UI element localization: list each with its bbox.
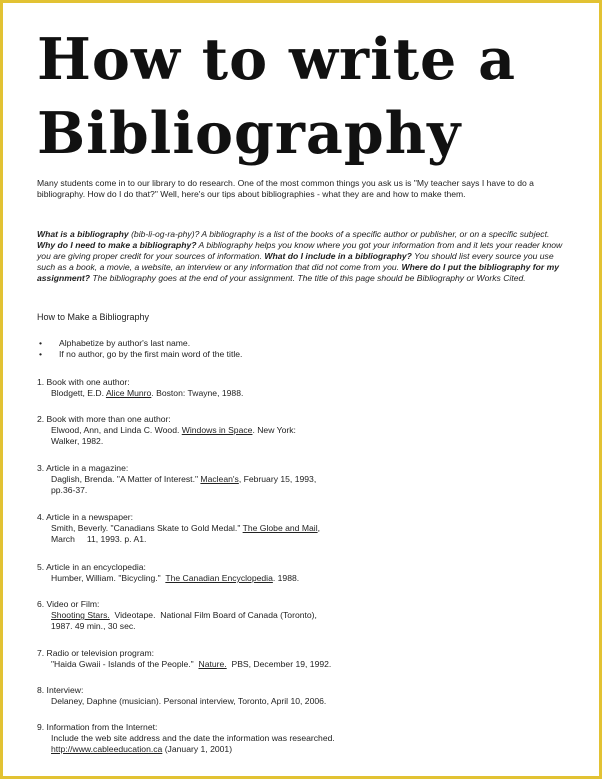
citation-title: Maclean's: [200, 474, 239, 484]
example-internet: [37, 722, 567, 755]
question-what: What is a bibliography: [37, 229, 129, 239]
example-heading: 4. Article in a newspaper:: [37, 512, 134, 522]
answer-what: (bib-li-og-ra-phy)? A bibliography is a list of the books of a specific author or publisher, or on a specific subject.: [128, 229, 550, 239]
question-where: Where do I put the bibliography for my assignment?: [37, 262, 560, 283]
citation-text: . Boston: Twayne, 1988.: [151, 388, 244, 398]
citation-title: Nature.: [198, 659, 227, 669]
example-citation: [37, 425, 567, 436]
example-citation-cont: 1987. 49 min., 30 sec.: [51, 621, 136, 631]
example-citation-cont: pp.36-37.: [51, 485, 88, 495]
citation-title: Shooting Stars.: [51, 610, 110, 620]
citation-text: , February 15, 1993,: [238, 474, 317, 484]
example-heading: 9. Information from the Internet:: [37, 722, 158, 732]
example-encyclopedia: [37, 562, 567, 584]
citation-text: Videotape. National Film Board of Canada (Toronto),: [109, 610, 317, 620]
example-heading: 5. Article in an encyclopedia:: [37, 562, 146, 572]
rule-item: • If no author, go by the first main word of the title.: [37, 349, 242, 360]
example-citation: [37, 573, 567, 584]
citation-text: . 1988.: [272, 573, 300, 583]
citation-title: Alice Munro: [105, 388, 152, 398]
example-heading: 8. Interview:: [37, 685, 84, 695]
citation-text: ,: [317, 523, 320, 533]
example-heading: 1. Book with one author:: [37, 377, 130, 387]
example-citation: [37, 474, 567, 485]
example-book-one-author: [37, 377, 567, 399]
citation-text: Daglish, Brenda. "A Matter of Interest.": [51, 474, 201, 484]
answer-include: You should list every source you use such as a book, a movie, a website, an interview or any information that did not come from you.: [37, 251, 554, 272]
example-citation: [37, 610, 567, 621]
citation-text: Humber, William. "Bicycling.": [51, 573, 166, 583]
example-newspaper: [37, 512, 567, 545]
example-heading: 6. Video or Film:: [37, 599, 100, 609]
citation-text: Blodgett, E.D.: [51, 388, 106, 398]
example-citation: Delaney, Daphne (musician). Personal interview, Toronto, April 10, 2006.: [51, 696, 327, 706]
citation-text: Smith, Beverly. "Canadians Skate to Gold Medal.": [51, 523, 243, 533]
title-line-2: Bibliography: [37, 100, 462, 167]
example-citation-cont: [37, 744, 567, 755]
rule-item: • Alphabetize by author's last name.: [37, 338, 242, 349]
intro-paragraph: Many students come in to our library to do research. One of the most common things you ask us is "My teacher says I have to do a bibliography. How do I do that?" Well, here's our tips about bibliographies - what they are and how to make them.: [37, 178, 534, 199]
rules-list: [37, 338, 242, 360]
example-heading: 3. Article in a magazine:: [37, 463, 129, 473]
title-line-1: How to write a: [37, 26, 517, 93]
example-heading: 7. Radio or television program:: [37, 648, 155, 658]
citation-text: Elwood, Ann, and Linda C. Wood.: [51, 425, 182, 435]
citation-title: The Canadian Encyclopedia: [165, 573, 273, 583]
example-magazine: [37, 463, 567, 496]
section-heading: How to Make a Bibliography: [37, 312, 150, 322]
example-heading: 2. Book with more than one author:: [37, 414, 171, 424]
example-citation-cont: March 11, 1993. p. A1.: [51, 534, 147, 544]
question-why: Why do I need to make a bibliography?: [37, 240, 197, 250]
example-radio-tv: [37, 648, 567, 670]
example-citation: [37, 523, 567, 534]
example-citation: [37, 659, 567, 670]
example-interview: [37, 685, 567, 707]
web-link[interactable]: http://www.cableeducation.ca: [51, 744, 163, 754]
page-title: [37, 23, 516, 171]
question-include: What do I include in a bibliography?: [264, 251, 412, 261]
definitions-paragraph: [37, 229, 569, 284]
example-citation: Include the web site address and the date the information was researched.: [51, 733, 335, 743]
citation-text: PBS, December 19, 1992.: [226, 659, 332, 669]
answer-where: The bibliography goes at the end of your assignment. The title of this page should be Bibliography or Works Cited.: [90, 273, 526, 283]
example-book-multi-author: [37, 414, 567, 447]
answer-why: A bibliography helps you know where you got your information from and it lets your reader know you are giving proper credit for your sources of information.: [37, 240, 563, 261]
citation-text: . New York:: [252, 425, 296, 435]
citation-title: Windows in Space: [181, 425, 253, 435]
citation-title: The Globe and Mail: [242, 523, 318, 533]
example-citation: [37, 388, 567, 399]
citation-text: "Haida Gwaii - Islands of the People.": [51, 659, 199, 669]
example-video: [37, 599, 567, 632]
citation-text: (January 1, 2001): [162, 744, 233, 754]
example-citation-cont: Walker, 1982.: [51, 436, 104, 446]
